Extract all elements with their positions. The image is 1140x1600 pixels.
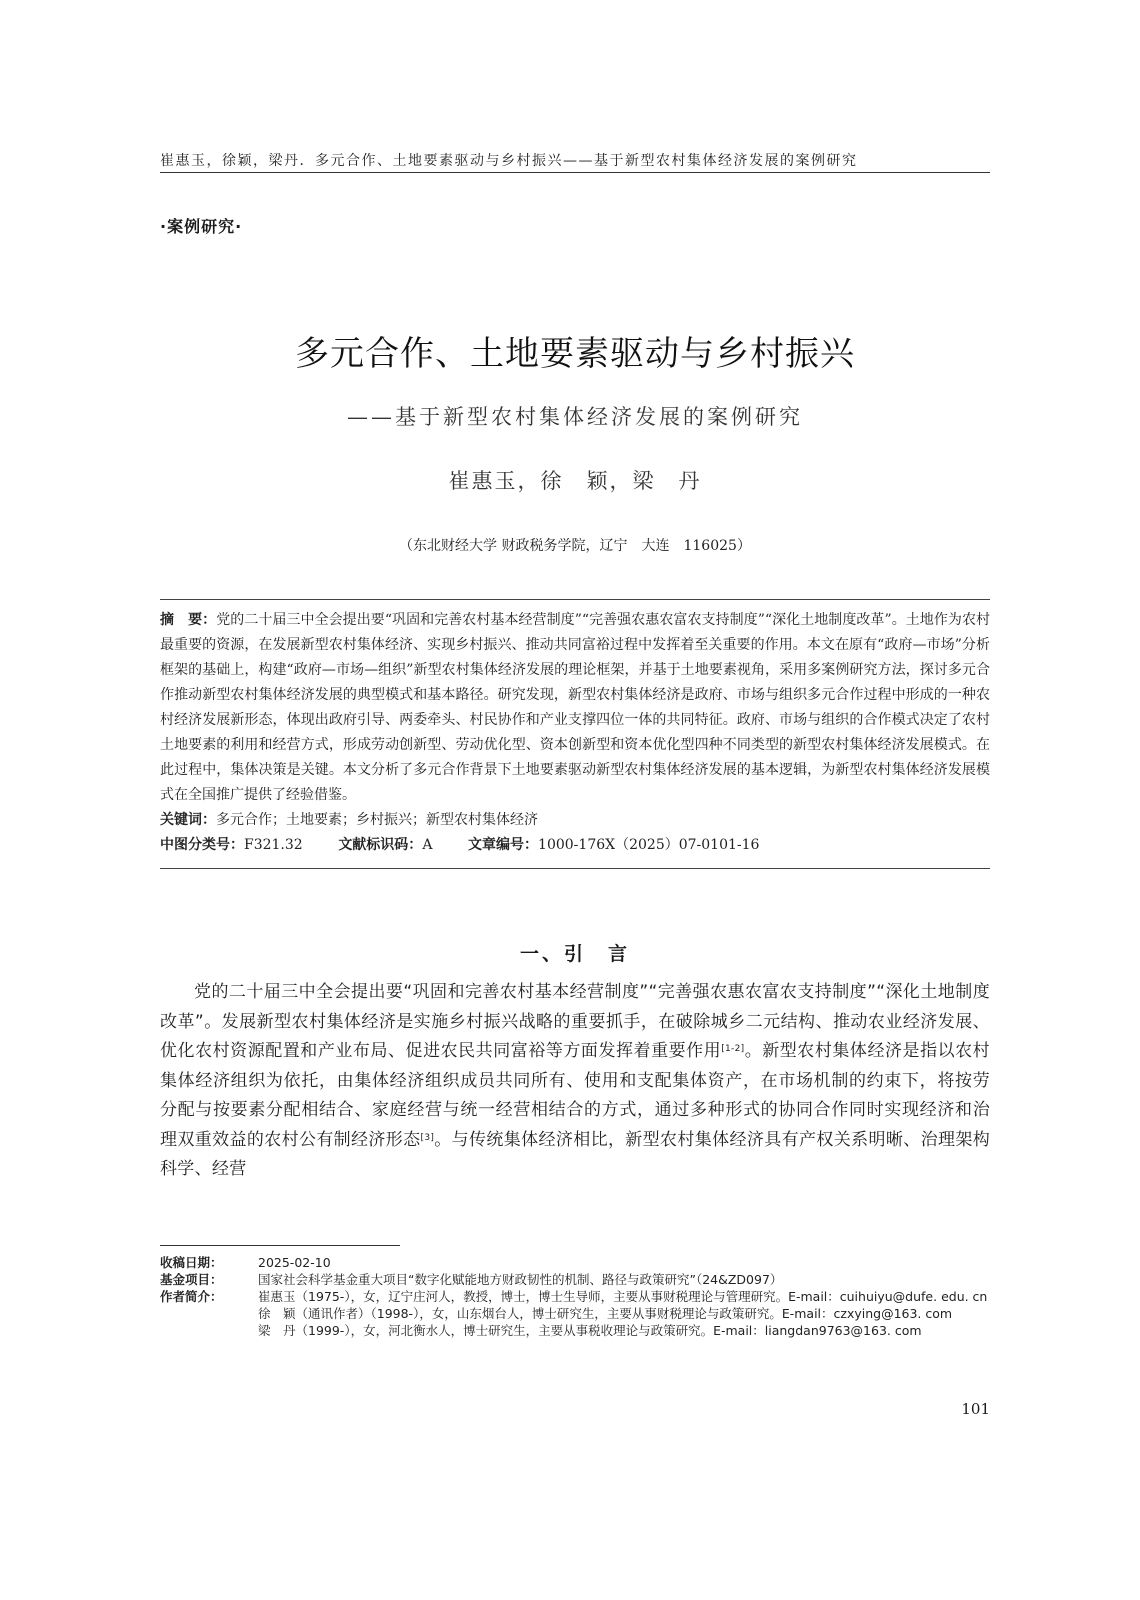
section-heading: 一、引 言 <box>519 943 630 965</box>
body-text-part: 党的二十届三中全会提出要“巩固和完善农村基本经营制度”“完善强农惠农富农支持制度”“深化土地制度改革”。发展新型农村集体经济是实施乡村振兴战略的重要抓手，在破除城乡二元结构、推动农业经济发展、优化农村资源配置和产业布局、促进农民共同富裕等方面发挥着重要作用 <box>160 982 990 1061</box>
author-bio: 徐 颖（通讯作者）（1998-），女，山东烟台人，博士研究生，主要从事财税理论与政策研究。E-mail：czxying@163. com <box>258 1306 953 1321</box>
fund-label: 基金项目： <box>160 1272 223 1287</box>
clc-label: 中图分类号： <box>160 837 244 853</box>
author-bio: 崔惠玉（1975-），女，辽宁庄河人，教授，博士，博士生导师，主要从事财税理论与管理研究。E-mail：cuihuiyu@dufe. edu. cn <box>258 1289 988 1304</box>
fund-info <box>160 1271 990 1288</box>
body-paragraph <box>160 978 990 1185</box>
fund-value: 国家社会科学基金重大项目“数字化赋能地方财政韧性的机制、路径与政策研究”（24&ZD097） <box>258 1272 783 1287</box>
doc-code-label: 文献标识码： <box>338 837 423 853</box>
author-bios <box>160 1288 990 1339</box>
doc-code-value: A <box>422 837 433 853</box>
section-tag: ·案例研究· <box>160 217 243 236</box>
author-bio: 梁 丹（1999-），女，河北衡水人，博士研究生，主要从事税收理论与政策研究。E-mail：liangdan9763@163. com <box>258 1323 922 1338</box>
article-subtitle: ——基于新型农村集体经济发展的案例研究 <box>347 405 803 429</box>
bio-label: 作者简介： <box>160 1289 223 1304</box>
affiliation: （东北财经大学 财政税务学院，辽宁 大连 116025） <box>399 538 751 554</box>
bio-list <box>258 1288 990 1339</box>
abstract-label: 摘 要： <box>160 612 217 628</box>
footnote-rule <box>160 1245 400 1246</box>
article-column <box>160 214 990 1185</box>
page-number: 101 <box>961 1400 990 1418</box>
article-title: 多元合作、土地要素驱动与乡村振兴 <box>295 334 855 374</box>
body-text-part: 。与传统集体经济相比，新型农村集体经济具有产权关系明晰、治理架构科学、经营 <box>160 1129 990 1179</box>
abstract <box>160 608 990 808</box>
article-no-value: 1000-176X（2025）07-0101-16 <box>538 837 760 853</box>
author-list: 崔惠玉，徐 颖，梁 丹 <box>448 469 702 493</box>
received-label: 收稿日期： <box>160 1255 223 1270</box>
body-text-part: 。新型农村集体经济是指以农村集体经济组织为依托，由集体经济组织成员共同所有、使用和支配集体资产，在市场机制的约束下，将按劳分配与按要素分配相结合、家庭经营与统一经营相结合的方式，通过多种形式的协同合作同时实现经济和治理双重效益的农村公有制经济形态 <box>160 1041 990 1150</box>
abstract-text: 党的二十届三中全会提出要“巩固和完善农村基本经营制度”“完善强农惠农富农支持制度”“深化土地制度改革”。土地作为农村最重要的资源，在发展新型农村集体经济、实现乡村振兴、推动共同富裕过程中发挥着至关重要的作用。本文在原有“政府—市场”分析框架的基础上，构建“政府—市场—组织”新型农村集体经济发展的理论框架，并基于土地要素视角，采用多案例研究方法，探讨多元合作推动新型农村集体经济发展的典型模式和基本路径。研究发现，新型农村集体经济是政府、市场与组织多元合作过程中形成的一种农村经济发展新形态，体现出政府引导、两委牵头、村民协作和产业支撑四位一体的共同特征。政府、市场与组织的合作模式决定了农村土地要素的利用和经营方式，形成劳动创新型、劳动优化型、资本创新型和资本优化型四种不同类型的新型农村集体经济发展模式。在此过程中，集体决策是关键。本文分析了多元合作背景下土地要素驱动新型农村集体经济发展的基本逻辑，为新型农村集体经济发展模式在全国推广提供了经验借鉴。 <box>160 612 990 803</box>
article-no-label: 文章编号： <box>468 837 539 853</box>
abstract-block <box>160 599 990 869</box>
keywords-text: 多元合作；土地要素；乡村振兴；新型农村集体经济 <box>216 812 538 828</box>
keywords-label: 关键词： <box>160 812 216 828</box>
running-head: 崔惠玉，徐颖，梁丹．多元合作、土地要素驱动与乡村振兴——基于新型农村集体经济发展的案例研究 <box>160 153 858 169</box>
citation: [1-2] <box>721 1044 745 1054</box>
received-value: 2025-02-10 <box>258 1255 331 1270</box>
footnotes <box>160 1254 990 1339</box>
classification-row <box>160 833 990 858</box>
citation: [3] <box>420 1132 435 1143</box>
received-date <box>160 1254 990 1271</box>
clc-value: F321.32 <box>244 837 303 853</box>
keywords <box>160 808 990 833</box>
header-rule <box>160 172 990 173</box>
